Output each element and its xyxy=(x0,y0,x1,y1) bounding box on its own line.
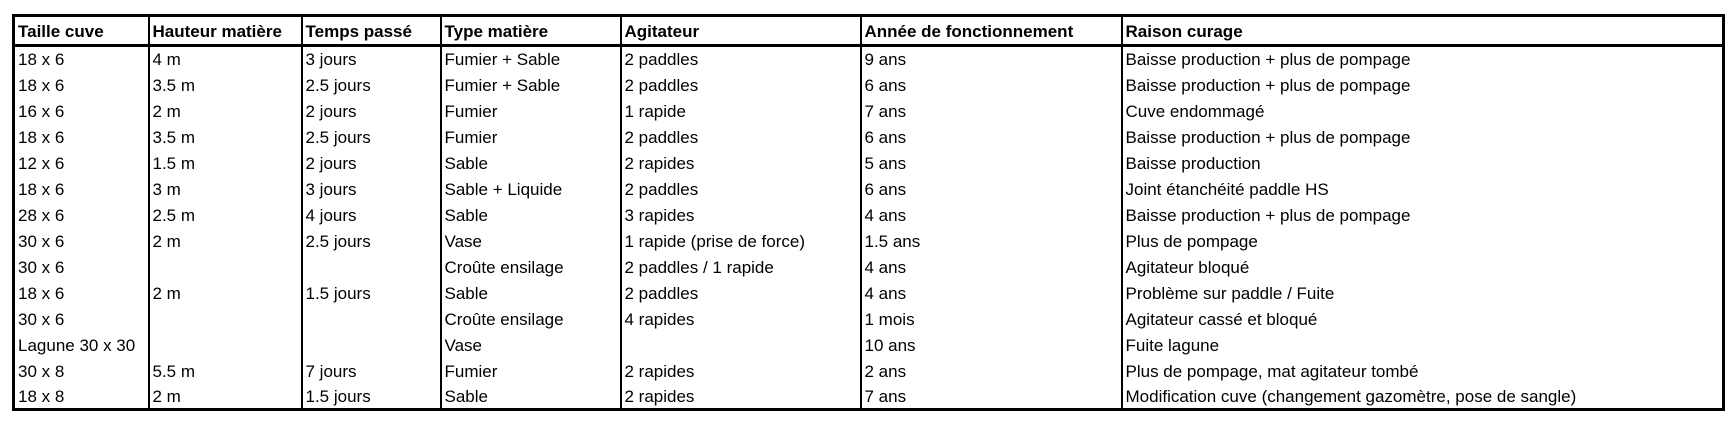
cell-temps-passe xyxy=(302,306,441,332)
table-row xyxy=(14,384,1724,410)
cell-raison-curage: Baisse production + plus de pompage xyxy=(1122,202,1724,228)
cell-annee-fonctionnement: 5 ans xyxy=(861,150,1122,176)
cell-raison-curage: Baisse production + plus de pompage xyxy=(1122,124,1724,150)
cell-hauteur-matiere: 3.5 m xyxy=(149,72,302,98)
table-row xyxy=(14,72,1724,98)
cell-annee-fonctionnement: 6 ans xyxy=(861,176,1122,202)
table-row xyxy=(14,332,1724,358)
table-row xyxy=(14,254,1724,280)
cell-hauteur-matiere: 4 m xyxy=(149,46,302,72)
table-row xyxy=(14,176,1724,202)
cell-raison-curage: Plus de pompage xyxy=(1122,228,1724,254)
cell-taille-cuve: 30 x 8 xyxy=(14,358,149,384)
table-row xyxy=(14,358,1724,384)
cell-temps-passe: 4 jours xyxy=(302,202,441,228)
cell-annee-fonctionnement: 7 ans xyxy=(861,384,1122,410)
cell-raison-curage: Joint étanchéité paddle HS xyxy=(1122,176,1724,202)
cell-hauteur-matiere: 5.5 m xyxy=(149,358,302,384)
header-row xyxy=(14,16,1724,46)
cell-hauteur-matiere: 1.5 m xyxy=(149,150,302,176)
cell-type-matiere: Fumier xyxy=(441,98,621,124)
cell-agitateur: 2 paddles xyxy=(621,124,861,150)
cell-annee-fonctionnement: 6 ans xyxy=(861,72,1122,98)
table-row xyxy=(14,46,1724,72)
cell-agitateur: 2 paddles xyxy=(621,176,861,202)
cell-temps-passe: 3 jours xyxy=(302,176,441,202)
cell-temps-passe: 1.5 jours xyxy=(302,384,441,410)
cell-type-matiere: Sable xyxy=(441,150,621,176)
cell-raison-curage: Baisse production + plus de pompage xyxy=(1122,72,1724,98)
cell-type-matiere: Fumier xyxy=(441,358,621,384)
cell-annee-fonctionnement: 4 ans xyxy=(861,202,1122,228)
cell-raison-curage: Baisse production + plus de pompage xyxy=(1122,46,1724,72)
cell-temps-passe xyxy=(302,254,441,280)
cell-type-matiere: Fumier xyxy=(441,124,621,150)
header-agitateur: Agitateur xyxy=(621,16,861,46)
cell-temps-passe: 2.5 jours xyxy=(302,124,441,150)
cell-type-matiere: Sable xyxy=(441,280,621,306)
cell-agitateur: 2 paddles xyxy=(621,72,861,98)
cell-hauteur-matiere: 2 m xyxy=(149,384,302,410)
cell-raison-curage: Cuve endommagé xyxy=(1122,98,1724,124)
cell-taille-cuve: 28 x 6 xyxy=(14,202,149,228)
cell-type-matiere: Fumier + Sable xyxy=(441,46,621,72)
cell-agitateur: 2 paddles xyxy=(621,280,861,306)
cell-annee-fonctionnement: 7 ans xyxy=(861,98,1122,124)
cell-hauteur-matiere xyxy=(149,254,302,280)
cell-taille-cuve: 18 x 6 xyxy=(14,124,149,150)
cell-annee-fonctionnement: 6 ans xyxy=(861,124,1122,150)
cell-temps-passe: 2 jours xyxy=(302,150,441,176)
cell-hauteur-matiere: 2 m xyxy=(149,228,302,254)
cell-agitateur xyxy=(621,332,861,358)
table-row xyxy=(14,124,1724,150)
cell-type-matiere: Croûte ensilage xyxy=(441,306,621,332)
cell-annee-fonctionnement: 2 ans xyxy=(861,358,1122,384)
header-taille-cuve: Taille cuve xyxy=(14,16,149,46)
cell-raison-curage: Modification cuve (changement gazomètre, pose de sangle) xyxy=(1122,384,1724,410)
cell-agitateur: 3 rapides xyxy=(621,202,861,228)
cell-temps-passe: 2.5 jours xyxy=(302,72,441,98)
cell-hauteur-matiere: 3 m xyxy=(149,176,302,202)
cell-taille-cuve: 18 x 6 xyxy=(14,176,149,202)
cell-raison-curage: Baisse production xyxy=(1122,150,1724,176)
cell-hauteur-matiere: 2 m xyxy=(149,98,302,124)
cell-temps-passe xyxy=(302,332,441,358)
cell-type-matiere: Croûte ensilage xyxy=(441,254,621,280)
cell-annee-fonctionnement: 1 mois xyxy=(861,306,1122,332)
cell-taille-cuve: 16 x 6 xyxy=(14,98,149,124)
cell-agitateur: 4 rapides xyxy=(621,306,861,332)
header-type-matiere: Type matière xyxy=(441,16,621,46)
header-temps-passe: Temps passé xyxy=(302,16,441,46)
cell-agitateur: 2 paddles / 1 rapide xyxy=(621,254,861,280)
cell-taille-cuve: 18 x 6 xyxy=(14,46,149,72)
cell-agitateur: 2 rapides xyxy=(621,150,861,176)
cell-annee-fonctionnement: 1.5 ans xyxy=(861,228,1122,254)
data-table xyxy=(12,14,1725,411)
cell-type-matiere: Sable xyxy=(441,202,621,228)
table-body xyxy=(14,46,1724,410)
cell-agitateur: 2 rapides xyxy=(621,384,861,410)
header-raison-curage: Raison curage xyxy=(1122,16,1724,46)
cell-taille-cuve: 18 x 8 xyxy=(14,384,149,410)
cell-hauteur-matiere: 2 m xyxy=(149,280,302,306)
cell-taille-cuve: 30 x 6 xyxy=(14,228,149,254)
cell-agitateur: 1 rapide (prise de force) xyxy=(621,228,861,254)
cell-agitateur: 1 rapide xyxy=(621,98,861,124)
cell-temps-passe: 7 jours xyxy=(302,358,441,384)
cell-taille-cuve: 18 x 6 xyxy=(14,72,149,98)
table-row xyxy=(14,228,1724,254)
cell-temps-passe: 2.5 jours xyxy=(302,228,441,254)
cell-raison-curage: Problème sur paddle / Fuite xyxy=(1122,280,1724,306)
cell-hauteur-matiere: 2.5 m xyxy=(149,202,302,228)
cell-hauteur-matiere xyxy=(149,332,302,358)
cell-taille-cuve: Lagune 30 x 30 xyxy=(14,332,149,358)
cell-raison-curage: Agitateur bloqué xyxy=(1122,254,1724,280)
header-hauteur-matiere: Hauteur matière xyxy=(149,16,302,46)
cell-temps-passe: 3 jours xyxy=(302,46,441,72)
cell-agitateur: 2 paddles xyxy=(621,46,861,72)
cell-type-matiere: Sable + Liquide xyxy=(441,176,621,202)
cell-taille-cuve: 30 x 6 xyxy=(14,254,149,280)
cell-raison-curage: Fuite lagune xyxy=(1122,332,1724,358)
cell-temps-passe: 1.5 jours xyxy=(302,280,441,306)
cell-annee-fonctionnement: 4 ans xyxy=(861,280,1122,306)
cell-type-matiere: Vase xyxy=(441,332,621,358)
cell-raison-curage: Agitateur cassé et bloqué xyxy=(1122,306,1724,332)
cell-raison-curage: Plus de pompage, mat agitateur tombé xyxy=(1122,358,1724,384)
table-row xyxy=(14,98,1724,124)
cell-annee-fonctionnement: 9 ans xyxy=(861,46,1122,72)
cell-hauteur-matiere xyxy=(149,306,302,332)
table-row xyxy=(14,150,1724,176)
cell-annee-fonctionnement: 10 ans xyxy=(861,332,1122,358)
cell-hauteur-matiere: 3.5 m xyxy=(149,124,302,150)
header-annee-fonctionnement: Année de fonctionnement xyxy=(861,16,1122,46)
cell-taille-cuve: 30 x 6 xyxy=(14,306,149,332)
cell-type-matiere: Vase xyxy=(441,228,621,254)
cell-agitateur: 2 rapides xyxy=(621,358,861,384)
table-row xyxy=(14,280,1724,306)
spreadsheet-area xyxy=(12,14,1725,411)
cell-temps-passe: 2 jours xyxy=(302,98,441,124)
cell-type-matiere: Sable xyxy=(441,384,621,410)
cell-taille-cuve: 18 x 6 xyxy=(14,280,149,306)
cell-taille-cuve: 12 x 6 xyxy=(14,150,149,176)
cell-type-matiere: Fumier + Sable xyxy=(441,72,621,98)
table-row xyxy=(14,306,1724,332)
cell-annee-fonctionnement: 4 ans xyxy=(861,254,1122,280)
table-row xyxy=(14,202,1724,228)
